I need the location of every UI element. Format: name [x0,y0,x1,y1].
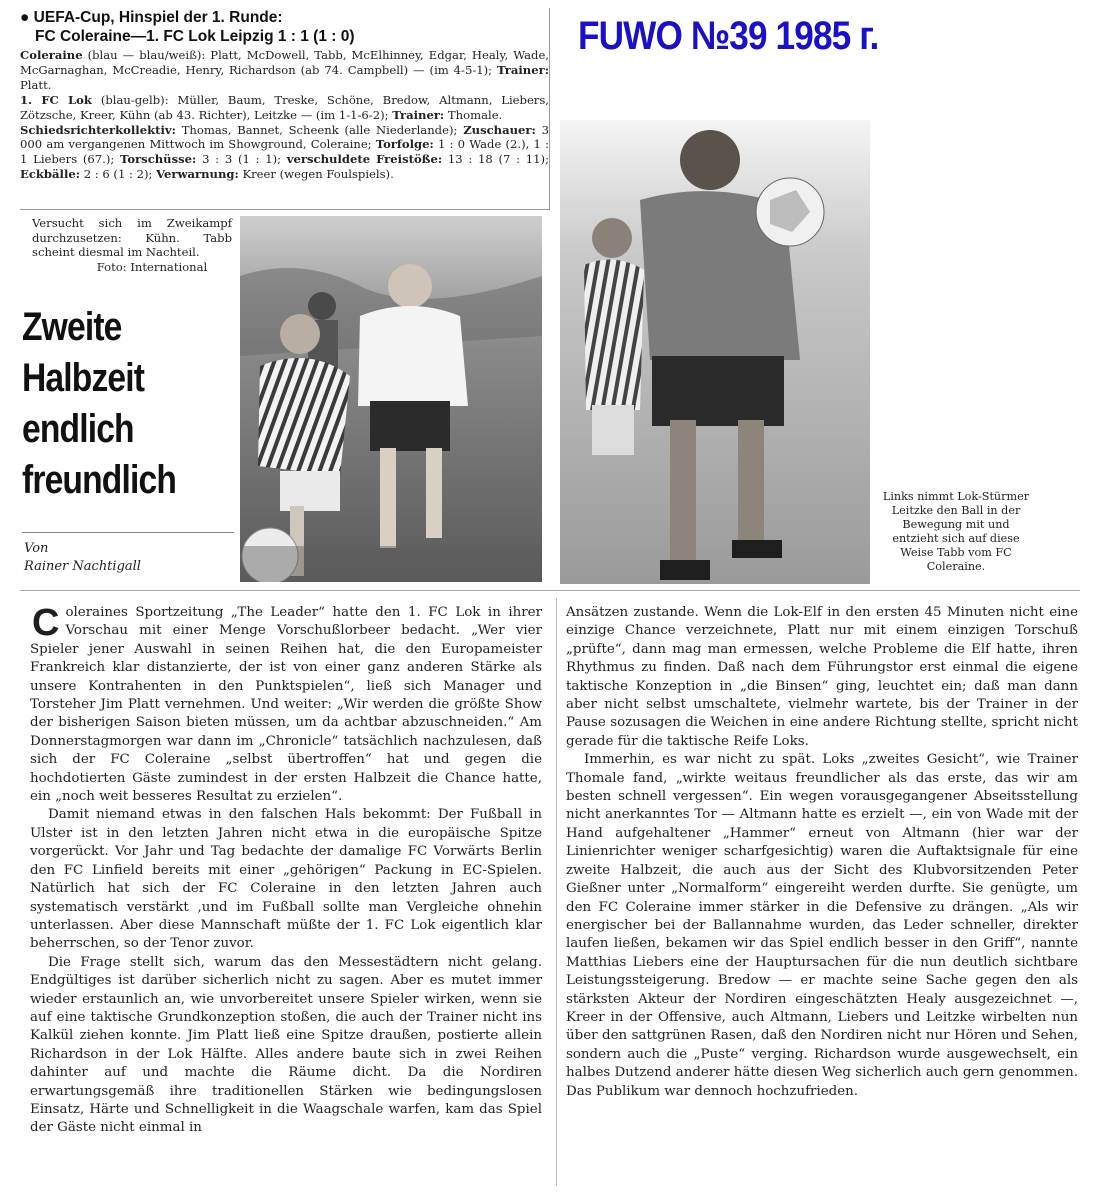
photo-caption-right: Links nimmt Lok-Stürmer Leitzke den Ball in der Bewegung mit und entzieht sich auf diese Weise Tabb vom FC Coleraine. [882,490,1030,573]
article-paragraph-4: Ansätzen zustande. Wenn die Lok-Elf in den ersten 45 Minuten nicht eine einzige Chance verzeichnete, Platt nur mit einem einzigen Torschuß „prüfte“, dann mag man ermessen, welche Probleme die Elf hatte, ihren Rhythmus zu finden. Daß nach dem Führungstor erst einmal die eigene taktische Konzeption in „die Binsen“ ging, leuchtet ein; daß man dann aber nicht selbst umschaltete, vielmehr wartete, bis der Trainer in der Pause sozusagen die Weichen in eine andere Richtung stellte, spricht nicht gerade für die taktische Reife Loks. [566,605,1078,749]
article-paragraph [30,604,542,806]
article-paragraph-5: Immerhin, es war nicht zu spät. Loks „zweites Gesicht“, wie Trainer Thomale fand, „wirkte weitaus freundlicher als das erste, das wir am besten schnell vergessen“. Ein wegen vorausgegangener Abseitsstellung nicht anerkanntes Tor — Altmann hatte es erzielt —, ein von Wade mit der Hand aufgehaltener „Hammer“ erneut von Altmann (hier war der Linienrichter weniger scharfgesichtig) waren die Auftaktsignale für eine zweite Halbzeit, die auch aus der Sicht des Klubvorsitzenden Peter Gießner unter „Normalform“ eingereiht werden durfte. Sie genügte, um den FC Coleraine immer stärker in die Defensive zu drängen. „Als wir energischer bei der Ballannahme wurden, das Leder schneller, direkter laufen ließen, bekamen wir das Spiel endlich besser in den Griff“, nannte Matthias Liebers eine der Hauptursachen für die nun deutlich sichtbare Leistungssteigerung. Bredow — er machte seine Sache gegen den als stärksten Akteur der Nordiren eingeschätzten Healy ausgezeichnet —, Kreer in der Offensive, auch Altmann, Liebers und Leitzke wirbelten nun über den sattgrünen Rasen, daß den Nordiren nicht nur Hören und Sehen, sondern auch die „Puste“ verging. Richardson wurde ausgewechselt, ein halbes Dutzend anderer hätte diesen Weg sicherlich auch gern genommen. Das Publikum war dennoch hochzufrieden. [566,752,1078,1099]
corners-label: Eckbälle: [20,167,81,182]
headline-line: Halbzeit [22,356,145,400]
lok-trainer-label: Trainer: [392,107,445,122]
coleraine-lineup: (blau — blau/weiß): Platt, McDowell, Tabb, McElhinney, Edgar, Healy, Wade, McGarnaghan, McCreadie, Henry, Richardson (ab 74. Campbell) — (im 4-5-1); [20,48,549,77]
photo-caption-left-text: Versucht sich im Zweikampf durchzusetzen: Kühn. Tabb scheint diesmal im Nachteil. [32,216,232,259]
photo-duel-image [240,216,542,582]
article-column-left [30,604,542,1138]
match-lineups [20,48,549,182]
lok-lineup: (blau-gelb): Müller, Baum, Treske, Schöne, Bredow, Altmann, Liebers, Zötzsche, Kreer, Kühn (ab 43. Richter), Leitzke — (im 1-1-6-2); [20,92,549,122]
shots-label: Torschüsse: [120,152,197,167]
coleraine-trainer: Platt. [20,77,52,92]
byline-divider [22,532,234,533]
coleraine-trainer-label: Trainer: [496,62,549,77]
byline-author: Rainer Nachtigall [24,559,141,574]
byline-von: Von [24,541,49,556]
match-photo-duel [240,216,542,582]
shots: 3 : 3 (1 : 1); [196,152,287,167]
article-paragraph-3: Die Frage stellt sich, warum das den Messestädtern nicht gelang. Endgültiges ist darüber sicherlich nicht zu sagen. Aber es mutet immer wieder erstaunlich an, wie unvorbereitet unsere Spieler wirken, wenn sie auf eine taktische Grundkonzeption stoßen, die auch der Trainer nicht ins Kalkül ziehen konnte. Jim Platt ließ eine Spitze draußen, postierte allein Richardson in der Lok Hälfte. Alles andere baute sich in zwei Reihen dahinter auf und machte die Räume dicht. Da die Nordiren erwartungsgemäß ihre traditionellen Stärken wie bedingungslosen Einsatz, Härte und Schnelligkeit in die Waagschale warfen, kam das Spiel der Gäste nicht einmal in [30,954,542,1136]
issue-stamp: FUWO №39 1985 г. [578,14,879,58]
match-title-line1: ● UEFA-Cup, Hinspiel der 1. Runde: [20,9,283,26]
fouls: 13 : 18 (7 : 11); [442,152,549,167]
match-stats-box [20,8,550,210]
article-paragraph-2: Damit niemand etwas in den falschen Hals bekommt: Der Fußball in Ulster ist in den letzten Jahren nicht etwa in die europäische Spitze vorgerückt. Vor Jahr und Tag bedachte der damalige FC Vorwärts Berlin den FC Linfield bereits mit einer „gehörigen“ Packung in EC-Spielen. Natürlich hat sich der FC Coleraine in den letzten Jahren auch systematisch verstärkt ,und im Fußball sollte man Vergleiche ohnehin unterlassen. Aber diese Mannschaft müßte der 1. FC Lok eigentlich klar beherrschen, so der Tenor zuvor. [30,807,542,952]
section-divider [20,590,1080,591]
lok-label: 1. FC Lok [20,92,92,107]
referees-label: Schiedsrichterkollektiv: [20,122,176,137]
byline [24,540,141,576]
photo-caption-left [32,216,232,274]
spectators: 3 000 am vergangenen Mittwoch im Showground, Coleraine; [20,122,549,152]
article-column-right [566,604,1078,1101]
fouls-label: verschuldete Freistöße: [286,152,443,167]
goals: 1 : 0 Wade (2.), 1 : 1 Liebers (67.); [20,137,549,167]
headline-line: Zweite [22,305,122,349]
drop-cap: C [32,602,60,644]
warning-label: Verwarnung: [156,167,239,182]
spectators-label: Zuschauer: [463,122,536,137]
goals-label: Torfolge: [375,137,434,152]
match-photo-leitzke [560,120,870,584]
warning: Kreer (wegen Foulspiels). [238,167,394,182]
photo-credit: Foto: International [96,259,208,274]
headline [22,302,176,506]
referees: Thomas, Bannet, Scheenk (alle Niederlande); [175,122,464,137]
headline-line: freundlich [22,458,177,502]
corners: 2 : 6 (1 : 2); [80,167,157,182]
article-paragraph-1: oleraines Sportzeitung „The Leader“ hatte den 1. FC Lok in ihrer Vorschau mit einer Menge Vorschußlorbeer bedacht. „Wer vier Spieler jener Auswahl in seinen Reihen hat, die den Europameister Frankreich klar distanzierte, der ist von einer ganz anderen Stärke als unsere Kontrahenten in den Punktspielen“, ließ sich Manager und Torsteher Jim Platt vernehmen. Und weiter: „Wir werden die größte Show der bisherigen Saison bieten müssen, um da achtbar abzuschneiden.“ Am Donnerstagmorgen war dann im „Chronicle“ tatsächlich nachzulesen, daß sich der FC Coleraine „selbst übertroffen“ hat und gegen die hochdotierten Gäste zumindest in der ersten Halbzeit die Chance hatte, ein „noch weit besseres Resultat zu erzielen“. [30,605,542,805]
lok-trainer: Thomale. [444,107,503,122]
coleraine-label: Coleraine [20,48,83,62]
column-divider [556,598,557,1186]
match-title-line2: FC Coleraine—1. FC Lok Leipzig 1 : 1 (1 : 0) [35,28,355,45]
headline-line: endlich [22,407,134,451]
photo-leitzke-image [560,120,870,584]
